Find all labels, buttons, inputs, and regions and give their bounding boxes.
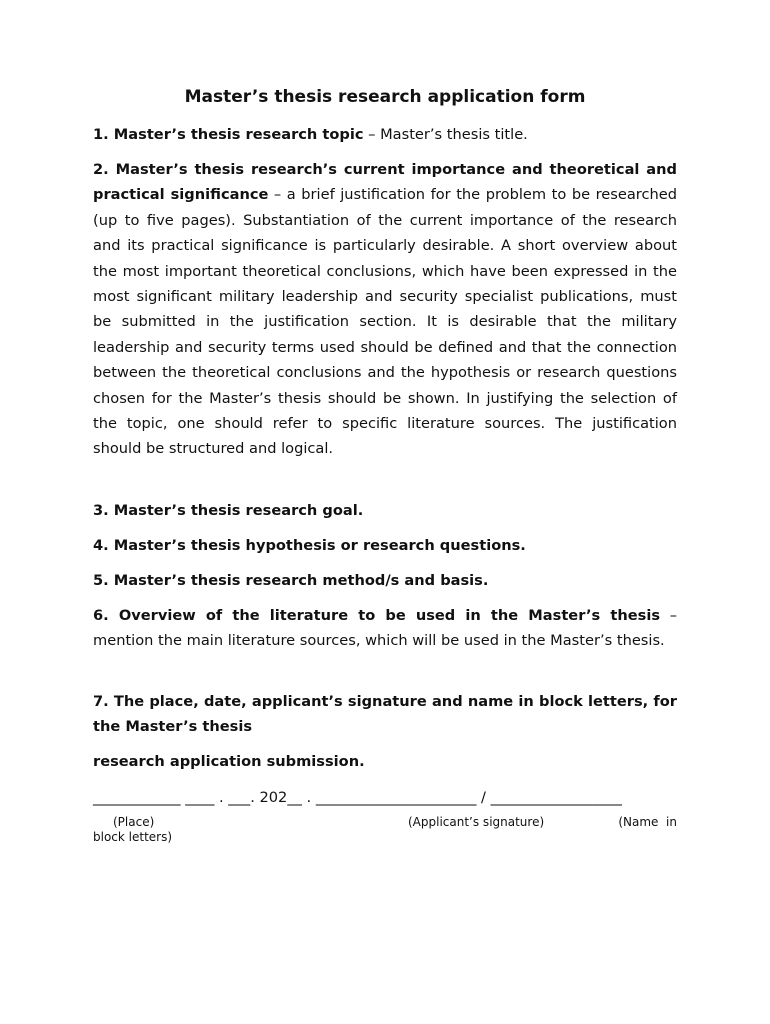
section-2 xyxy=(93,157,677,462)
section-1 xyxy=(93,122,677,147)
section-1-heading: 1. Master’s thesis research topic xyxy=(93,126,364,143)
section-1-text: – Master’s thesis title. xyxy=(363,126,528,143)
section-6-text: – mention the main literature sources, which will be used in the Master’s thesis. xyxy=(93,607,677,650)
section-4 xyxy=(93,533,677,558)
section-2-text: – a brief justification for the problem to be researched (up to five pages). Substantiation of the current importance of the research and its practical significance is particularly desirable. A short overview about the most important theoretical conclusions, which have been expressed in the most significant military leadership and security specialist publications, must be submitted in the justification section. It is desirable that the military leadership and security terms used should be defined and that the connection between the theoretical conclusions and the hypothesis or research questions chosen for the Master’s thesis should be shown. In justifying the selection of the topic, one should refer to specific literature sources. The justification should be structured and logical. xyxy=(93,186,677,458)
section-5-heading: 5. Master’s thesis research method/s and basis. xyxy=(93,572,489,589)
caption-name: (Name in xyxy=(618,815,677,829)
section-3-heading: 3. Master’s thesis research goal. xyxy=(93,502,364,519)
section-7-heading: 7. The place, date, applicant’s signature and name in block letters, for the Master’s thesis xyxy=(93,693,677,736)
section-6 xyxy=(93,603,677,654)
section-7-continuation xyxy=(93,749,677,774)
section-7 xyxy=(93,689,677,740)
section-5 xyxy=(93,568,677,593)
section-4-heading: 4. Master’s thesis hypothesis or research questions. xyxy=(93,537,526,554)
caption-name-continued: block letters) xyxy=(93,829,173,844)
section-6-heading: 6. Overview of the literature to be used in the Master’s thesis xyxy=(93,607,661,624)
section-7-continuation-heading: research application submission. xyxy=(93,753,365,770)
section-2-heading: 2. Master’s thesis research’s current importance and theoretical and practical significance xyxy=(93,161,677,204)
section-3 xyxy=(93,498,677,523)
signature-line: ____________ ____ . ___. 202__ . ______________________ / __________________ xyxy=(93,789,622,806)
signature-captions xyxy=(93,815,677,844)
page-title: Master’s thesis research application form xyxy=(184,87,586,107)
caption-place: (Place) xyxy=(113,815,155,829)
caption-signature: (Applicant’s signature) xyxy=(408,815,545,829)
